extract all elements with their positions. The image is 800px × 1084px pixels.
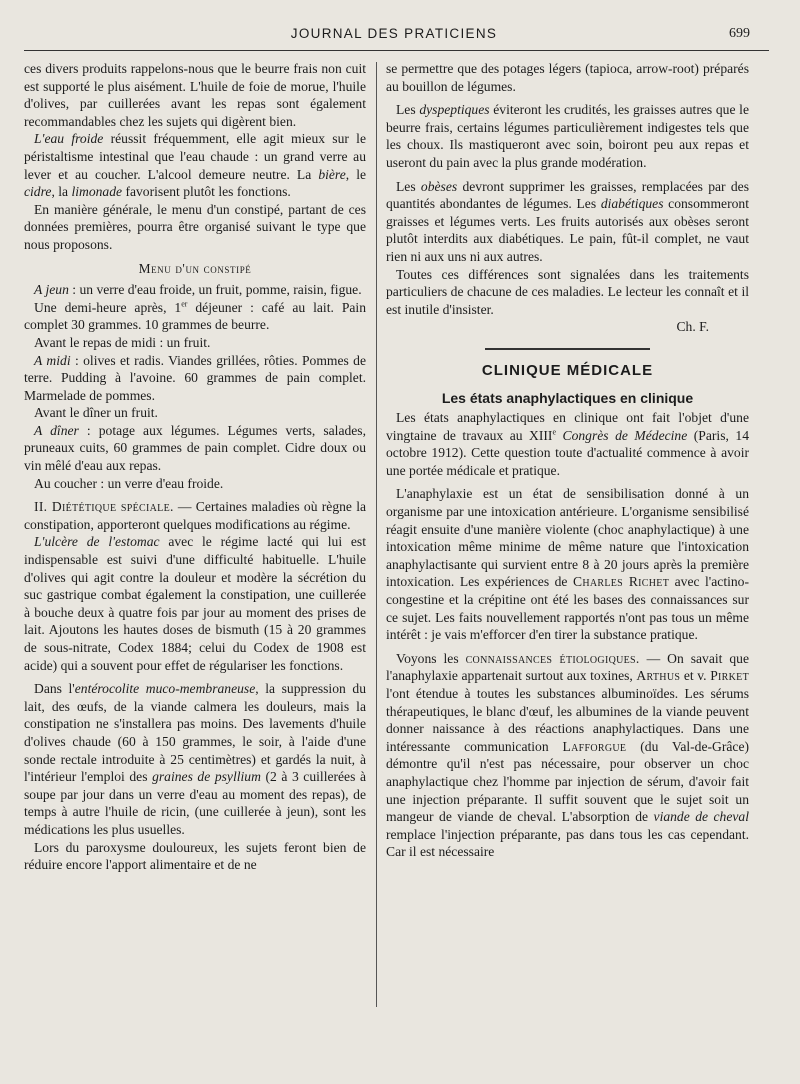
menu-item: Une demi-heure après, 1er déjeuner : café au lait. Pain complet 30 grammes. 10 grammes de beurre.	[24, 299, 366, 333]
paragraph: Dans l'entérocolite muco-membraneuse, la suppression du lait, des œufs, de la viande calmera les douleurs, mais la constipation ne s'installera pas moins. Des lavements d'huile d'olives chaude (60 à 150 grammes, le soir, à l'aide d'une sonde rectale introduite à 25 centimètres) et gardés la nuit, à l'intérieur l'emploi des graines de psyllium (2 à 3 cuillerées à soupe par jour dans un verre d'eau au moment des repas), de temps à autre l'huile de ricin, (une cuillerée à jeun), sont les médications les plus usuelles.	[24, 681, 366, 837]
paragraph: Lors du paroxysme douloureux, les sujets feront bien de réduire encore l'apport alimentaire et de ne	[24, 839, 366, 873]
left-column	[24, 60, 366, 1070]
menu-list	[24, 281, 366, 492]
paragraph: Toutes ces différences sont signalées dans les traitements particuliers de chacune de ces maladies. Le lecteur les connaît et il est inutile d'insister.	[386, 266, 749, 317]
paragraph: se permettre que des potages légers (tapioca, arrow-root) préparés au bouillon de légumes.	[386, 61, 749, 94]
paragraph: Les états anaphylactiques en clinique ont fait l'objet d'une vingtaine de travaux au XIIIe Congrès de Médecine (Paris, 14 octobre 1912). Cette question toute d'actualité commence à avoir une portée médicale et pratique.	[386, 410, 749, 478]
paragraph: L'ulcère de l'estomac avec le régime lacté qui lui est indispensable est suivi d'une difficulté habituelle. L'huile d'olives qui agit contre la douleur et modère la sécrétion du suc gastrique combat également la constipation, une cuillerée à bouche deux à quatre fois par jour au moment des prises de lait. Ajoutons les hautes doses de bismuth (15 à 20 grammes de sous-nitrate, Codex 1884; celui du Codex de 1908 est acide) qui a souvent pour effet de régulariser les fonctions.	[24, 534, 366, 673]
right-column	[386, 60, 749, 1070]
paragraph: ces divers produits rappelons-nous que le beurre frais non cuit est supporté le plus aisément. L'huile de foie de morue, l'huile d'olives, par cuillerées avant les repas sont également recommandables chez les sujets qui digèrent bien.	[24, 61, 366, 129]
paragraph: L'anaphylaxie est un état de sensibilisation donné à un organisme par une intoxication antérieure. L'organisme sensibilisé réagit ensuite d'une manière violente (choc anaphylactique) à une intoxication même minime de même nature que l'intoxication anaphylactisante qui survient entre 8 à 20 jours après la première intoxication. Les expériences de Charles Richet avec l'actino-congestine et la crépitine ont été les bases des connaissances sur ce sujet. Les faits nouvellement rapportés n'ont pas tous un même intérêt : je vais m'efforcer d'en tirer la substance pratique.	[386, 486, 749, 643]
column-divider	[376, 62, 377, 1007]
header-rule	[24, 50, 769, 51]
menu-item: Avant le repas de midi : un fruit.	[34, 334, 211, 350]
paragraph: Voyons les connaissances étiologiques. — On savait que l'anaphylaxie appartenait surtout aux toxines, Arthus et v. Pirket l'ont étendue à toutes les substances albuminoïdes. Les sérums thérapeutiques, le blanc d'œuf, les albumines de la viande peuvent donner naissance à des réactions anaphylactiques. Dans une intéressante communication Lafforgue (du Val-de-Grâce) démontre qu'il n'est pas nécessaire, pour observer un choc anaphylactique chez l'homme par injection de sérum, d'avoir fait une injection préparante. Il suffit souvent que le sujet soit un mangeur de viande de cheval. L'absorption de viande de cheval remplace l'injection préparante, pas dans tous les cas cependant. Car il est nécessaire	[386, 650, 749, 860]
menu-item: Avant le dîner un fruit.	[34, 405, 158, 421]
menu-item: A jeun : un verre d'eau froide, un fruit, pomme, raisin, figue.	[34, 282, 362, 298]
page-header	[24, 22, 764, 44]
paragraph: L'eau froide réussit fréquemment, elle agit mieux sur le péristaltisme intestinal que l'eau chaude : un grand verre au lever et au coucher. L'alcool demeure neutre. La bière, le cidre, la limonade favorisent plutôt les fonctions.	[24, 131, 366, 200]
menu-title: Menu d'un constipé	[138, 260, 252, 276]
menu-item: Au coucher : un verre d'eau froide.	[34, 475, 224, 491]
article-title: Les états anaphylactiques en clinique	[441, 389, 694, 406]
menu-item: A midi : olives et radis. Viandes grillées, rôties. Pommes de terre. Pudding à l'avoine. 60 grammes de pain complet. Marmelade de pommes.	[24, 352, 366, 403]
author-signature: Ch. F.	[676, 319, 709, 335]
paragraph: Les dyspeptiques éviteront les crudités, les graisses autres que le beurre frais, certains légumes particulièrement indigestes tels que les choux. Ils mastiqueront avec soin, boiront peu aux repas et useront du pain avec la plus grande modération.	[386, 102, 749, 170]
paragraph: En manière générale, le menu d'un constipé, partant de ces données premières, pourra être organisé suivant le type que nous proposons.	[24, 201, 366, 252]
paragraph: II. Diététique spéciale. — Certaines maladies où règne la constipation, apporteront quelques modifications au régime.	[24, 499, 366, 532]
paragraph: Les obèses devront supprimer les graisses, remplacées par des quantités abondantes de légumes. Les diabétiques consommeront graisses et légumes verts. Les fruits autorisés aux obèses seront plutôt interdits aux diabétiques. Le pain, fût-il complet, ne vaut rien ni aux uns ni aux autres.	[386, 178, 749, 264]
menu-item: A dîner : potage aux légumes. Légumes verts, salades, pruneaux cuits, 60 grammes de pain complet. Cidre doux ou vin mêlé d'eau aux repas.	[24, 422, 366, 474]
section-rule	[485, 348, 650, 350]
page-number: 699	[729, 26, 750, 41]
running-title: JOURNAL DES PRATICIENS	[290, 26, 498, 41]
section-title: CLINIQUE MÉDICALE	[481, 361, 654, 379]
